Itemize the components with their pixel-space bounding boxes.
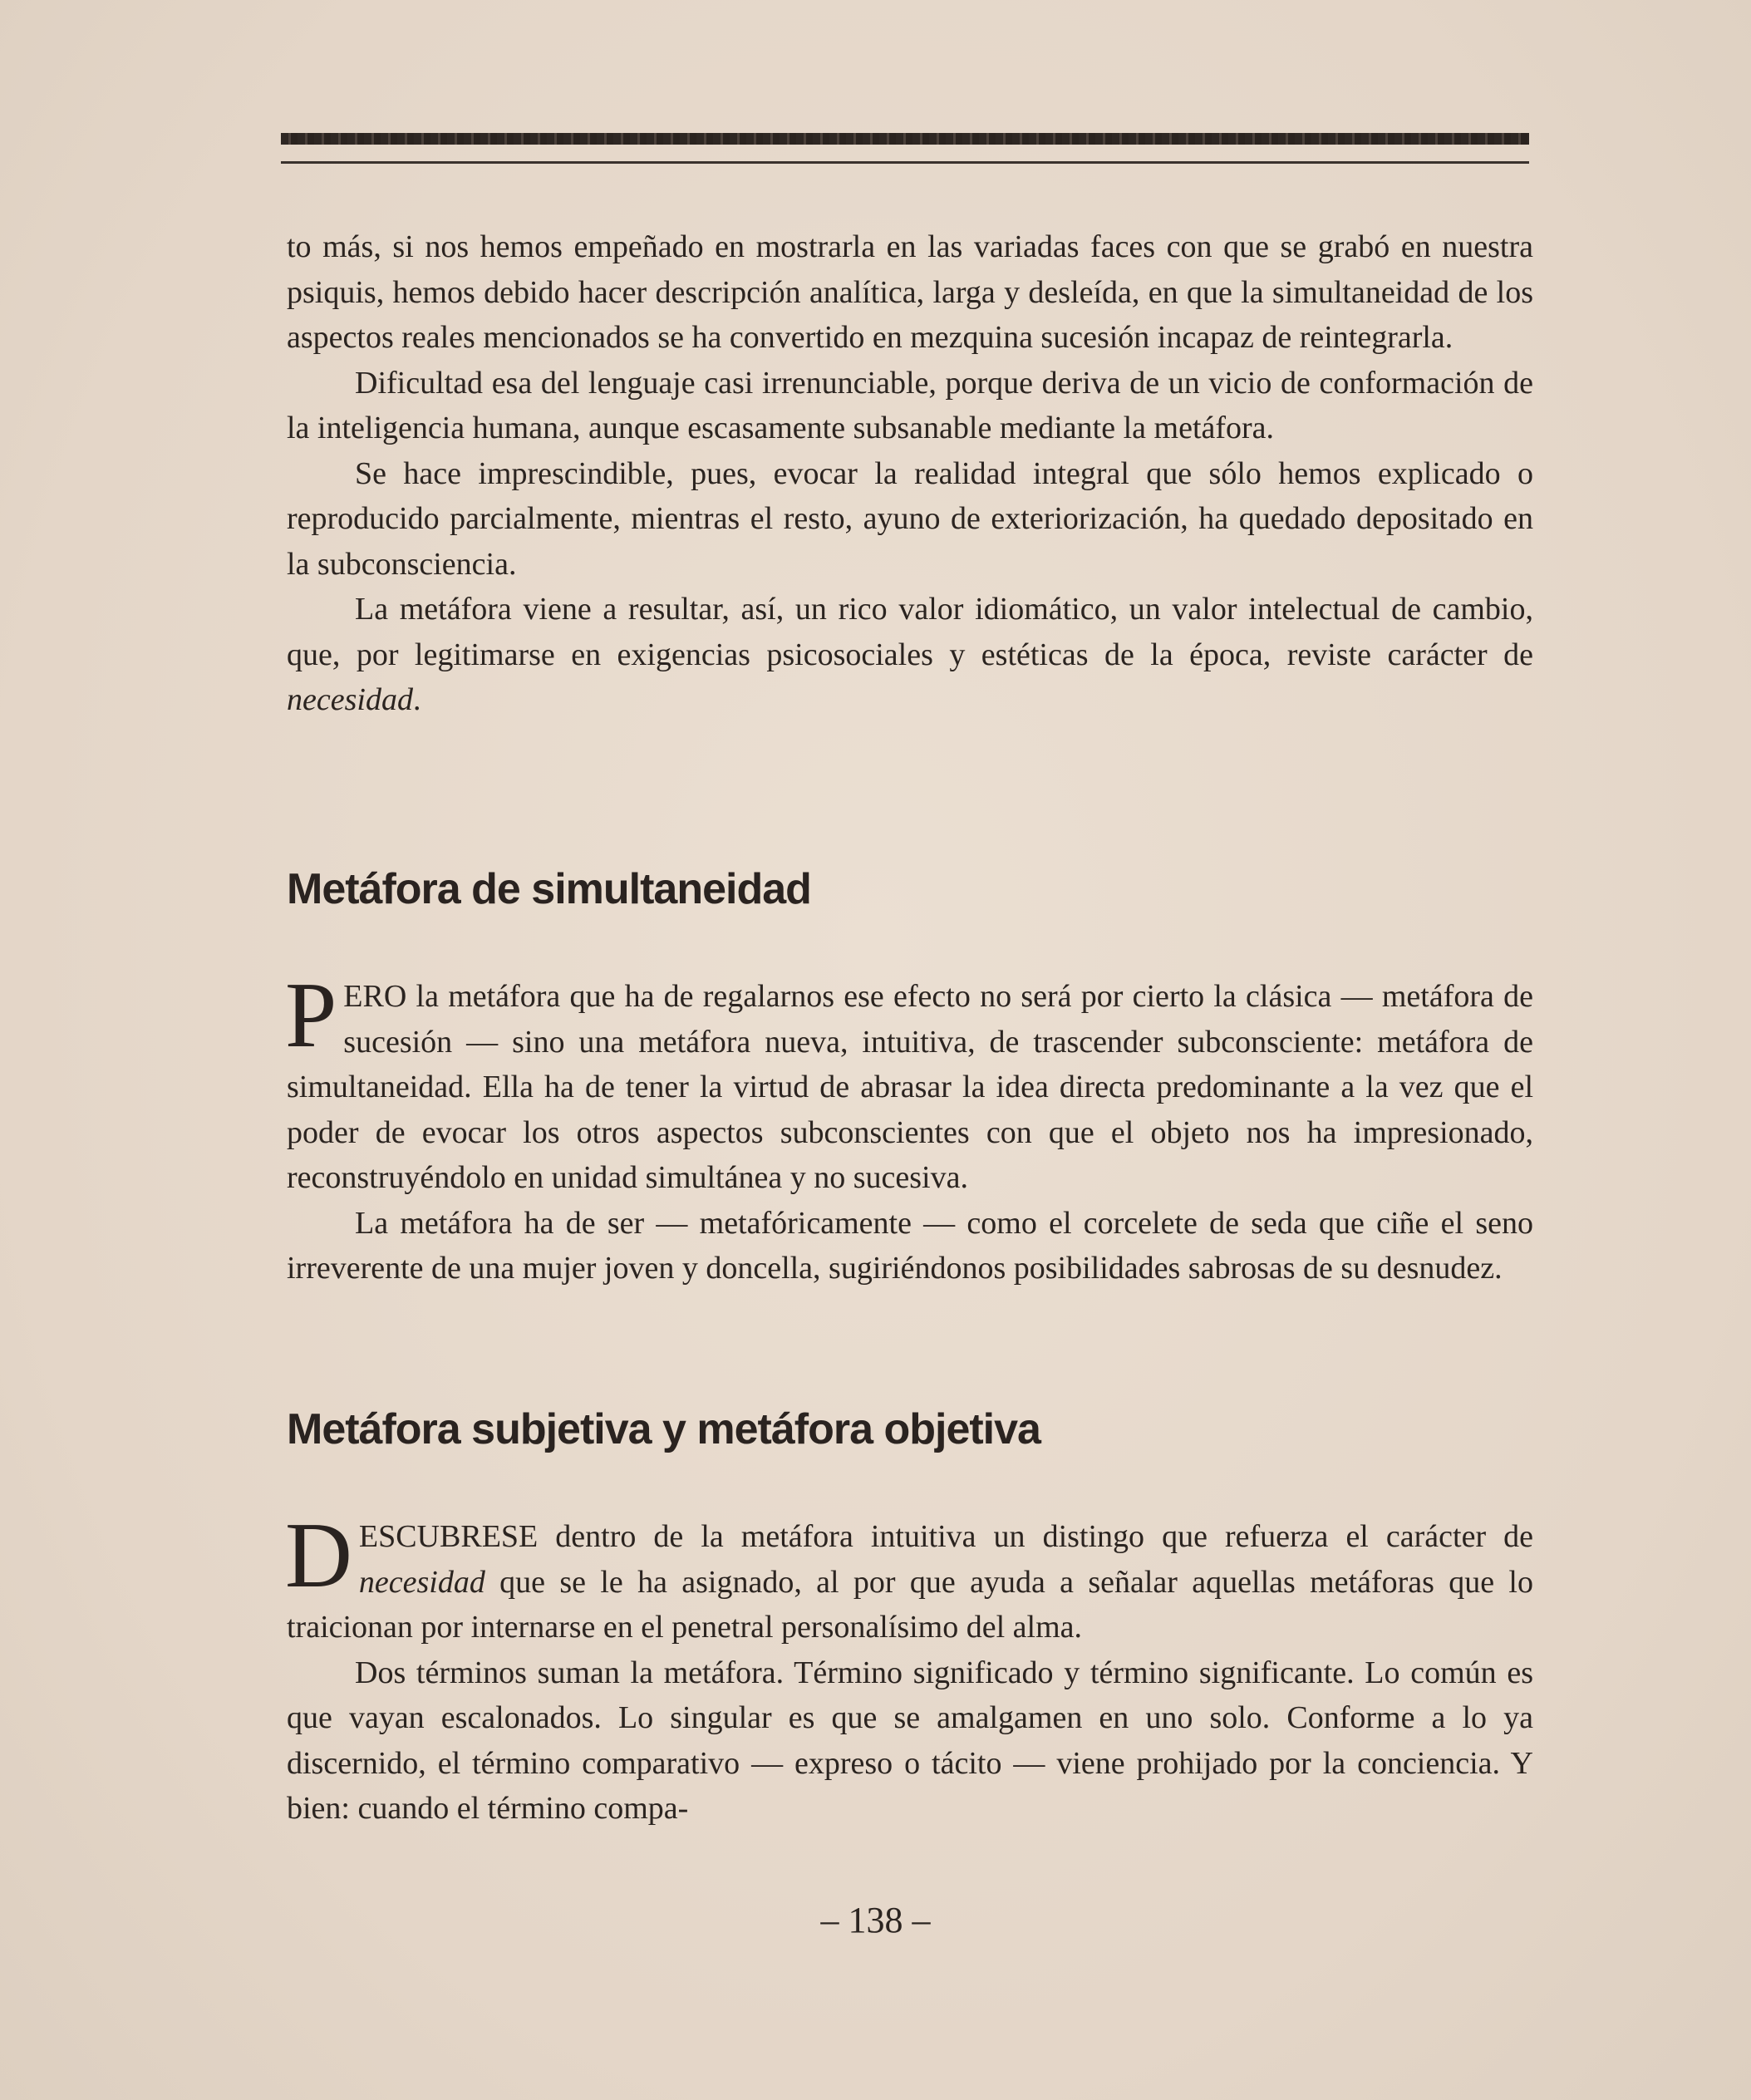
paragraph-4-end: . <box>412 682 421 717</box>
section-2-paragraph-1-italic: necesidad <box>358 1564 485 1600</box>
section-1-paragraph-2: La metáfora ha de ser — metafóricamente — como el corcelete de seda que ciñe el seno irreverente de una mujer joven y doncella, sugiriéndonos posibilidades sabrosas de su desnudez. <box>287 1205 1533 1286</box>
paragraph-4-text: La metáfora viene a resultar, así, un rico valor idiomático, un valor intelectual de cambio, que, por legitimarse en exigencias psicosociales y estéticas de la época, reviste carácter de <box>287 592 1533 672</box>
section-heading-2: Metáfora subjetiva y metáfora objetiva <box>287 1405 1040 1453</box>
header-rule-thick <box>281 133 1529 145</box>
section-heading-1: Metáfora de simultaneidad <box>287 865 811 913</box>
opening-section <box>287 224 1533 723</box>
drop-cap-d: D <box>285 1504 352 1607</box>
paragraph-3: Se hace imprescindible, pues, evocar la realidad integral que sólo hemos explicado o reproducido parcialmente, mientras el resto, ayuno de exteriorización, ha quedado depositado en la subconsciencia. <box>287 455 1533 582</box>
section-2-paragraph-1-text-a: ESCUBRESE dentro de la metáfora intuitiva un distingo que refuerza el carácter de <box>358 1519 1533 1554</box>
paragraph-4-italic: necesidad <box>287 682 413 717</box>
section-2-paragraph-1 <box>285 1504 1533 1650</box>
section-simultaneidad <box>287 864 1533 1291</box>
page-number-value: 138 <box>848 1900 903 1940</box>
section-1-paragraph-1-text: ERO la metáfora que ha de regalarnos ese efecto no será por cierto la clásica — metáfora de sucesión — sino una metáfora nueva, intuitiva, de trascender subconsciente: metáfora de simultaneidad. Ella ha de tener la virtud de abrasar la idea directa predominante a la vez que el poder de evocar los otros aspectos subconscientes con que el objeto nos ha impresionado, reconstruyéndolo en unidad simultánea y no sucesiva. <box>287 979 1533 1195</box>
drop-cap-p: P <box>285 964 337 1067</box>
paragraph-2: Dificultad esa del lenguaje casi irrenunciable, porque deriva de un vicio de conformación de la inteligencia humana, aunque escasamente subsanable mediante la metáfora. <box>287 365 1533 445</box>
paragraph-1: to más, si nos hemos empeñado en mostrarla en las variadas faces con que se grabó en nuestra psiquis, hemos debido hacer descripción analítica, larga y desleída, en que la simultaneidad de los aspectos reales mencionados se ha convertido en mezquina sucesión incapaz de reintegrarla. <box>287 229 1533 355</box>
page-number-dash-left: – <box>820 1900 848 1940</box>
page-number <box>0 1899 1751 1941</box>
header-rule-thin <box>281 161 1529 164</box>
section-1-paragraph-1 <box>285 964 1533 1201</box>
page-number-dash-right: – <box>903 1900 931 1940</box>
section-subjetiva-objetiva <box>287 1404 1533 1832</box>
section-2-paragraph-2: Dos términos suman la metáfora. Término significado y término significante. Lo común es que vayan escalonados. Lo singular es que se amalgamen en uno solo. Conforme a lo ya discernido, el término comparativo — expreso o tácito — viene prohijado por la conciencia. Y bien: cuando el término compa- <box>287 1655 1533 1826</box>
section-2-paragraph-1-text-b: que se le ha asignado, al por que ayuda a señalar aquellas metáforas que lo traicionan por internarse en el penetral personalísimo del alma. <box>287 1564 1533 1645</box>
paragraph-4 <box>287 587 1533 723</box>
